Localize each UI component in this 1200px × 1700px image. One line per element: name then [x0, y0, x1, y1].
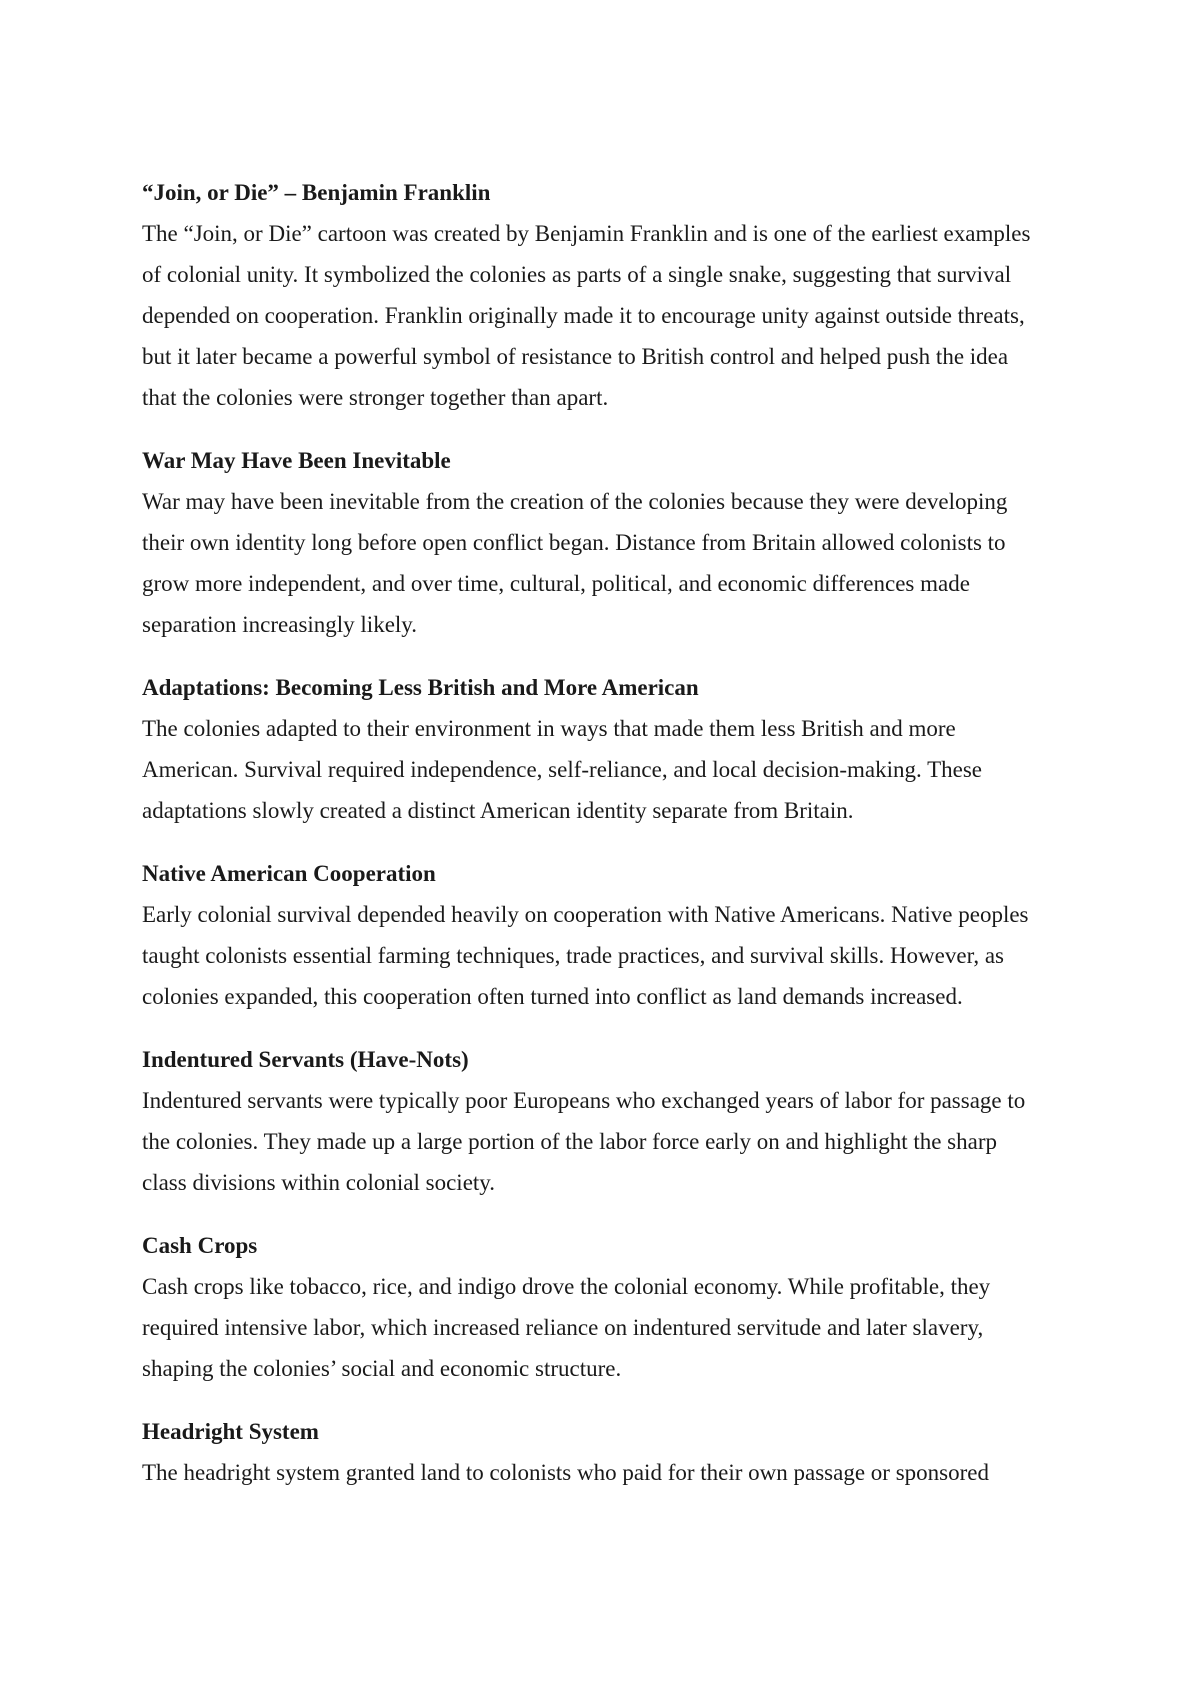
- section-heading: “Join, or Die” – Benjamin Franklin: [142, 180, 491, 205]
- document-section: [142, 1411, 1067, 1493]
- paragraph-line: their own identity long before open conflict began. Distance from Britain allowed colonists to: [142, 530, 1006, 555]
- paragraph-line: adaptations slowly created a distinct American identity separate from Britain.: [142, 798, 854, 823]
- document-section: [142, 853, 1067, 1017]
- paragraph-line: of colonial unity. It symbolized the colonies as parts of a single snake, suggesting that survival: [142, 262, 1012, 287]
- section-heading: Adaptations: Becoming Less British and More American: [142, 675, 699, 700]
- section-heading: War May Have Been Inevitable: [142, 448, 451, 473]
- paragraph-line: depended on cooperation. Franklin originally made it to encourage unity against outside threats,: [142, 303, 1025, 328]
- paragraph-line: taught colonists essential farming techniques, trade practices, and survival skills. However, as: [142, 943, 1004, 968]
- section-paragraph: [142, 1080, 1067, 1203]
- paragraph-line: shaping the colonies’ social and economic structure.: [142, 1356, 622, 1381]
- document-section: [142, 667, 1067, 831]
- paragraph-line: grow more independent, and over time, cultural, political, and economic differences made: [142, 571, 970, 596]
- document-section: [142, 1225, 1067, 1389]
- paragraph-line: The colonies adapted to their environment in ways that made them less British and more: [142, 716, 956, 741]
- paragraph-line: but it later became a powerful symbol of resistance to British control and helped push the idea: [142, 344, 1009, 369]
- paragraph-line: colonies expanded, this cooperation often turned into conflict as land demands increased.: [142, 984, 963, 1009]
- paragraph-line: Indentured servants were typically poor Europeans who exchanged years of labor for passage to: [142, 1088, 1026, 1113]
- paragraph-line: the colonies. They made up a large portion of the labor force early on and highlight the sharp: [142, 1129, 997, 1154]
- section-paragraph: [142, 1266, 1067, 1389]
- paragraph-line: The headright system granted land to colonists who paid for their own passage or sponsored: [142, 1460, 989, 1485]
- document-body: [142, 172, 1067, 1493]
- section-heading: Indentured Servants (Have-Nots): [142, 1047, 469, 1072]
- document-page: [142, 172, 1067, 1515]
- section-paragraph: [142, 1452, 1067, 1493]
- paragraph-line: class divisions within colonial society.: [142, 1170, 496, 1195]
- paragraph-line: American. Survival required independence, self-reliance, and local decision-making. These: [142, 757, 983, 782]
- section-paragraph: [142, 708, 1067, 831]
- paragraph-line: Early colonial survival depended heavily on cooperation with Native Americans. Native peoples: [142, 902, 1029, 927]
- paragraph-line: War may have been inevitable from the creation of the colonies because they were developing: [142, 489, 1008, 514]
- section-heading: Cash Crops: [142, 1233, 258, 1258]
- paragraph-line: required intensive labor, which increased reliance on indentured servitude and later slavery,: [142, 1315, 984, 1340]
- paragraph-line: The “Join, or Die” cartoon was created by Benjamin Franklin and is one of the earliest examples: [142, 221, 1031, 246]
- paragraph-line: Cash crops like tobacco, rice, and indigo drove the colonial economy. While profitable, they: [142, 1274, 991, 1299]
- document-section: [142, 172, 1067, 418]
- section-heading: Native American Cooperation: [142, 861, 436, 886]
- paragraph-line: that the colonies were stronger together than apart.: [142, 385, 609, 410]
- document-section: [142, 1039, 1067, 1203]
- paragraph-line: separation increasingly likely.: [142, 612, 418, 637]
- section-paragraph: [142, 213, 1067, 418]
- section-heading: Headright System: [142, 1419, 319, 1444]
- section-paragraph: [142, 481, 1067, 645]
- section-paragraph: [142, 894, 1067, 1017]
- document-section: [142, 440, 1067, 645]
